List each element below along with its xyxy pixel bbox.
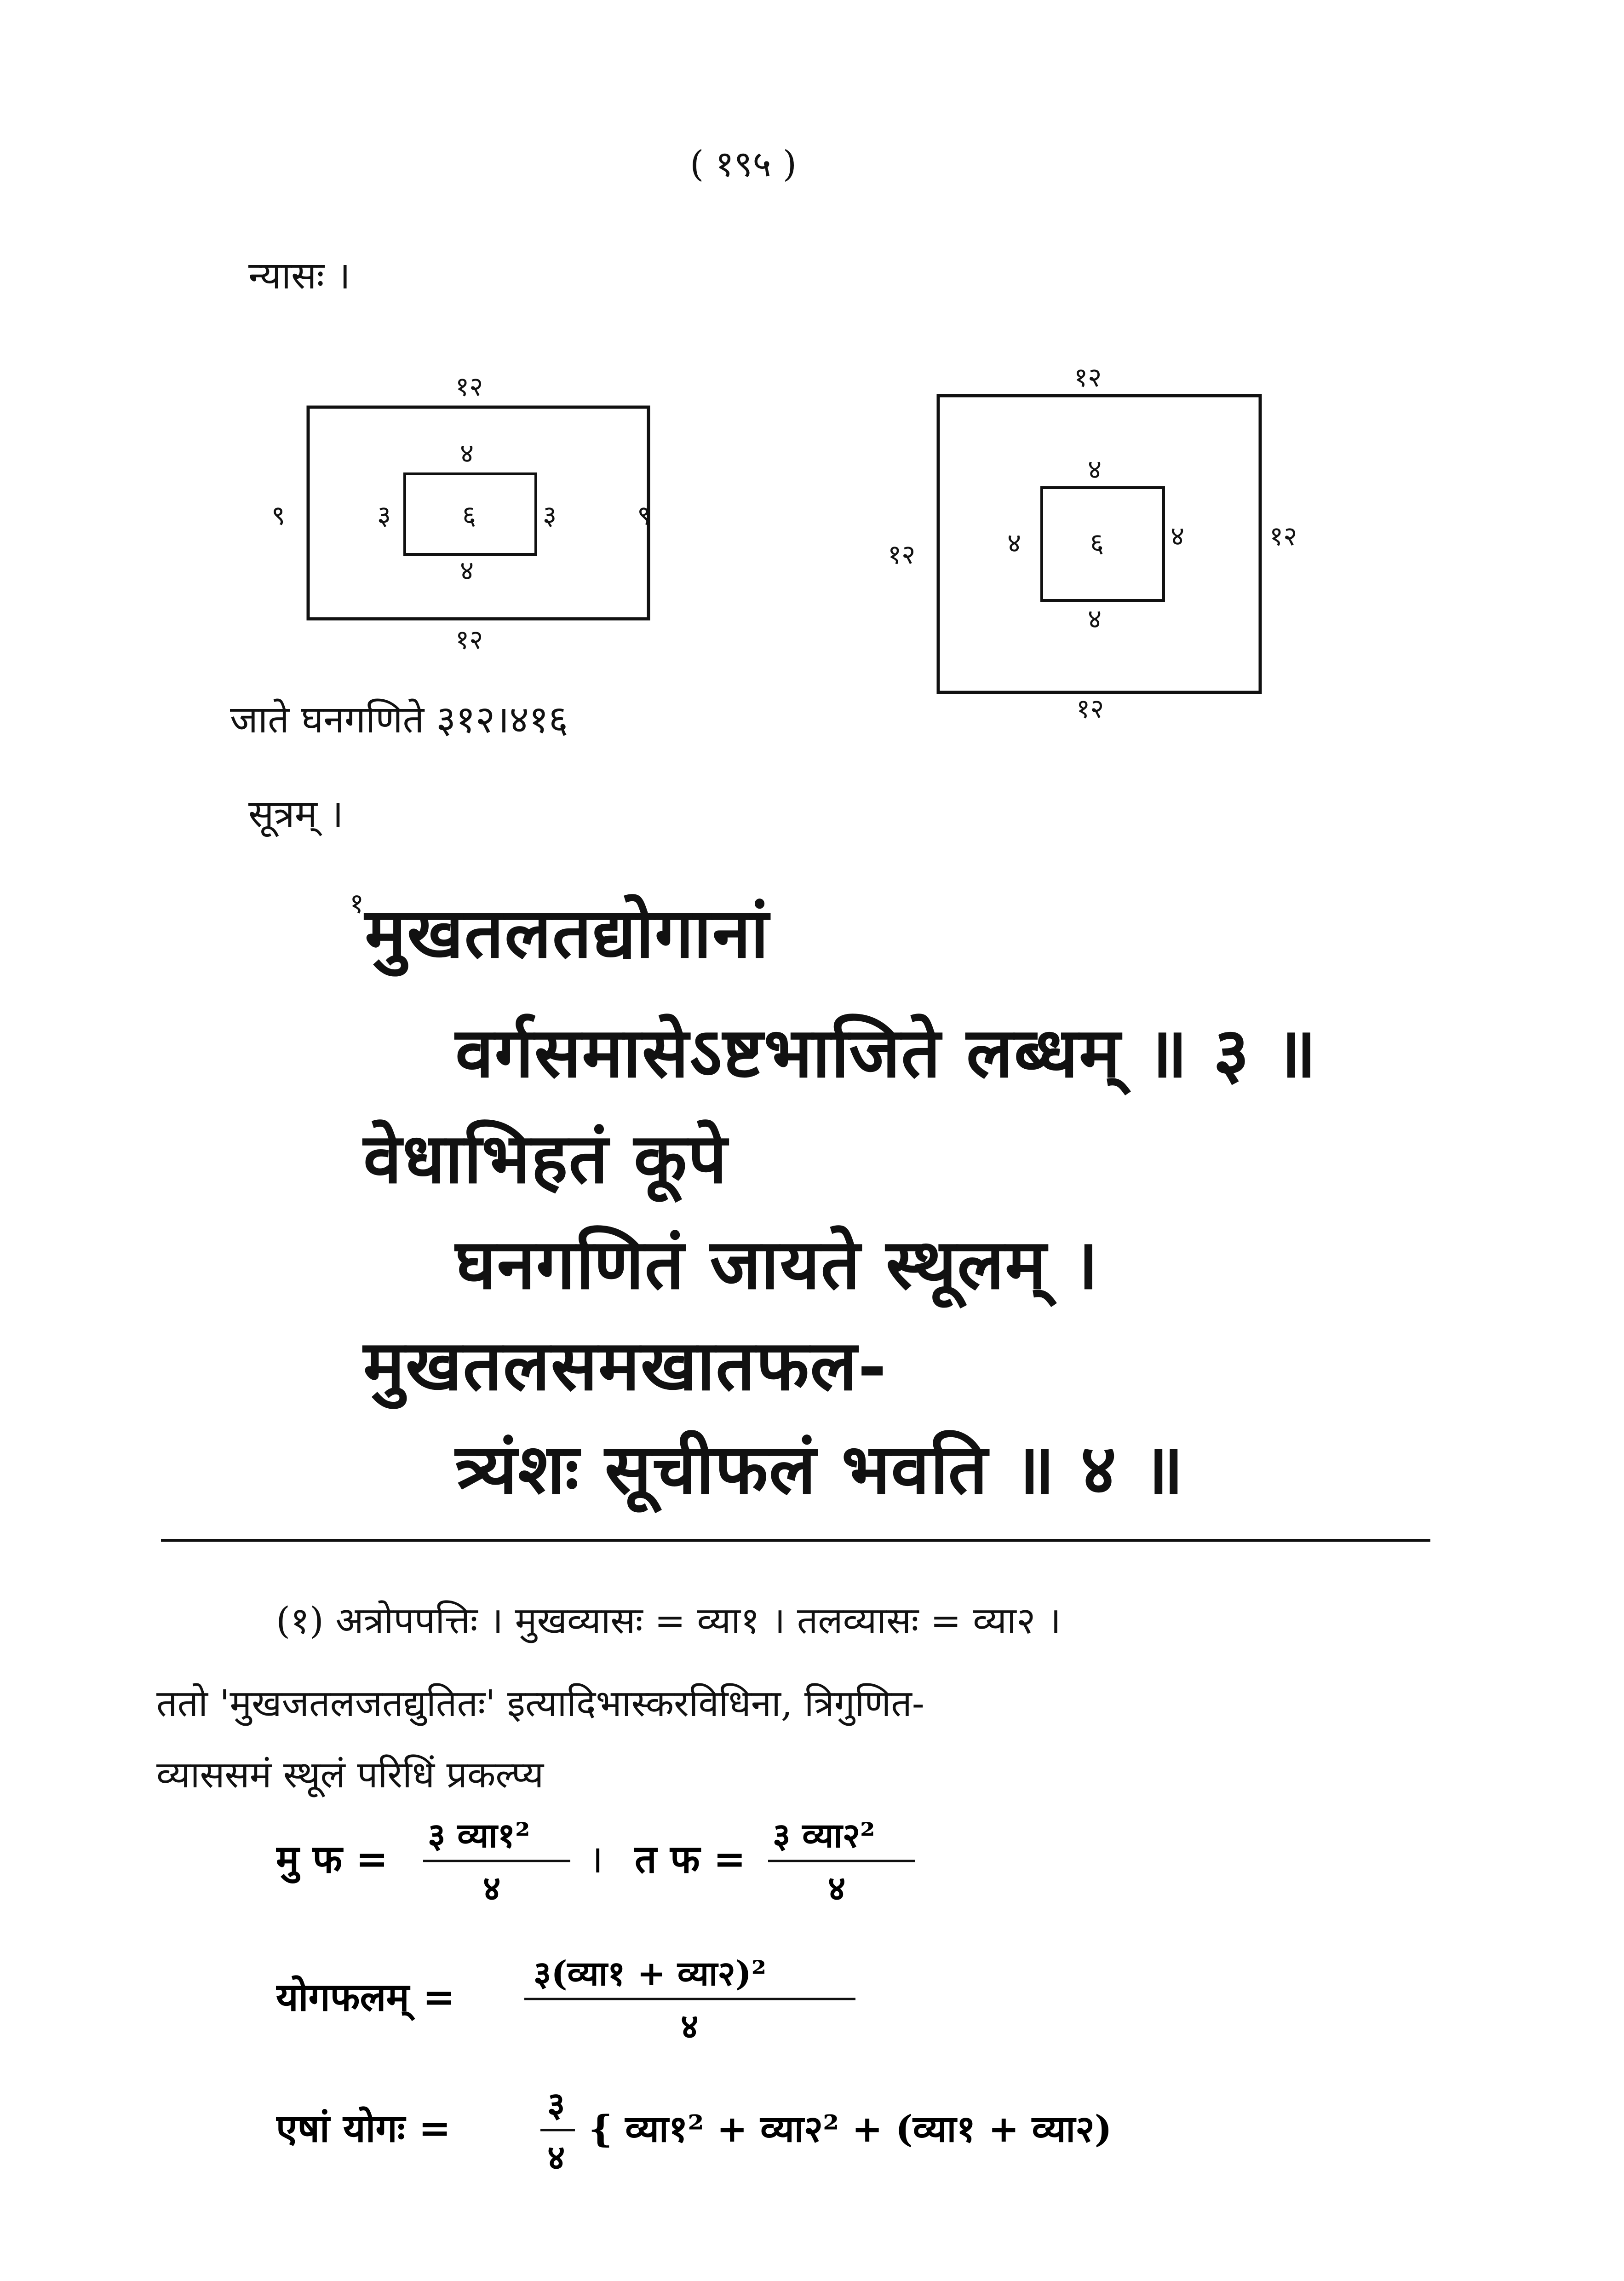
eq1-a-lhs: मु फ = — [276, 1836, 388, 1882]
sutram-label: सूत्रम् । — [248, 792, 344, 836]
inner-left-label-left: ३ — [377, 500, 391, 531]
note-line-2: ततो 'मुखजतलजतद्युतितः' इत्यादिभास्करविधिना, त्रिगुणित- — [156, 1682, 924, 1725]
inner-center-label-right: ६ — [1090, 527, 1104, 559]
inner-left-label-right: ४ — [1007, 527, 1021, 559]
inner-top-label-right: ४ — [1088, 454, 1102, 485]
equation-3 — [276, 2084, 1334, 2190]
footnote-divider — [161, 1539, 1430, 1542]
figure-left — [271, 371, 651, 655]
eq1-b-numerator: ३ व्या२² — [773, 1816, 875, 1855]
outer-top-label-right: १२ — [1074, 362, 1102, 393]
verse-line-5: मुखतलसमखातफल- — [363, 1325, 888, 1406]
eq3-denominator: ४ — [547, 2138, 565, 2177]
page-number: ( १९५ ) — [690, 144, 797, 185]
eq1-a-numerator: ३ व्या१² — [428, 1816, 530, 1855]
verse-line-2: वर्गसमासेऽष्टभाजिते लब्धम् ॥ ३ ॥ — [455, 1012, 1318, 1093]
inner-right-label-right: ४ — [1171, 520, 1185, 552]
outer-top-label-left: १२ — [455, 371, 483, 402]
outer-rect-left — [308, 407, 648, 619]
figure-right — [888, 362, 1297, 724]
outer-bottom-label-left: १२ — [455, 624, 483, 655]
outer-right-label-left: ९ — [637, 500, 651, 531]
inner-top-label-left: ४ — [460, 438, 474, 469]
inner-center-label-left: ६ — [462, 500, 476, 531]
eq1-separator: । — [589, 1837, 603, 1882]
verse-line-1-text: मुखतलतद्योगानां — [365, 893, 770, 973]
inner-bottom-label-right: ४ — [1088, 603, 1102, 634]
outer-bottom-label-right: १२ — [1076, 693, 1104, 724]
equation-1 — [276, 1815, 1012, 1921]
eq1-b-denominator: ४ — [828, 1869, 846, 1908]
eq1-b-lhs: त फ = — [635, 1836, 746, 1882]
footnote-marker: १ — [350, 887, 365, 920]
nyasa-label: न्यासः । — [248, 254, 351, 298]
verse-line-4: घनगणितं जायते स्थूलम् । — [455, 1224, 1099, 1305]
eq2-denominator: ४ — [681, 2007, 699, 2046]
note-line-1: (१) अत्रोपपत्तिः । मुखव्यासः = व्या१ । तलव्यासः = व्या२ । — [276, 1599, 1062, 1642]
result-text: जाते घनगणिते ३१२।४१६ — [230, 698, 568, 742]
verse-line-6: त्र्यंशः सूचीफलं भवति ॥ ४ ॥ — [455, 1429, 1185, 1509]
inner-bottom-label-left: ४ — [460, 555, 474, 586]
outer-right-label-right: १२ — [1269, 520, 1297, 552]
eq2-lhs: योगफलम् = — [276, 1974, 455, 2020]
eq1-a-denominator: ४ — [483, 1869, 501, 1908]
outer-left-label-right: १२ — [888, 539, 916, 570]
verse-line-1 — [350, 883, 769, 977]
verse-line-3: वेधाभिहतं कूपे — [363, 1118, 728, 1199]
equation-2 — [276, 1953, 1058, 2059]
eq2-numerator: ३(व्या१ + व्या२)² — [534, 1954, 767, 1993]
note-line-3: व्याससमं स्थूलं परिधिं प्रकल्प्य — [156, 1753, 544, 1796]
inner-right-label-left: ३ — [543, 500, 557, 531]
eq3-lhs: एषां योगः = — [276, 2105, 451, 2151]
eq3-numerator: ३ — [547, 2085, 565, 2125]
nyasa-figures — [0, 0, 1624, 782]
eq3-rest: { व्या१² + व्या२² + (व्या१ + व्या२) — [589, 2107, 1112, 2150]
outer-left-label-left: ९ — [271, 500, 286, 531]
